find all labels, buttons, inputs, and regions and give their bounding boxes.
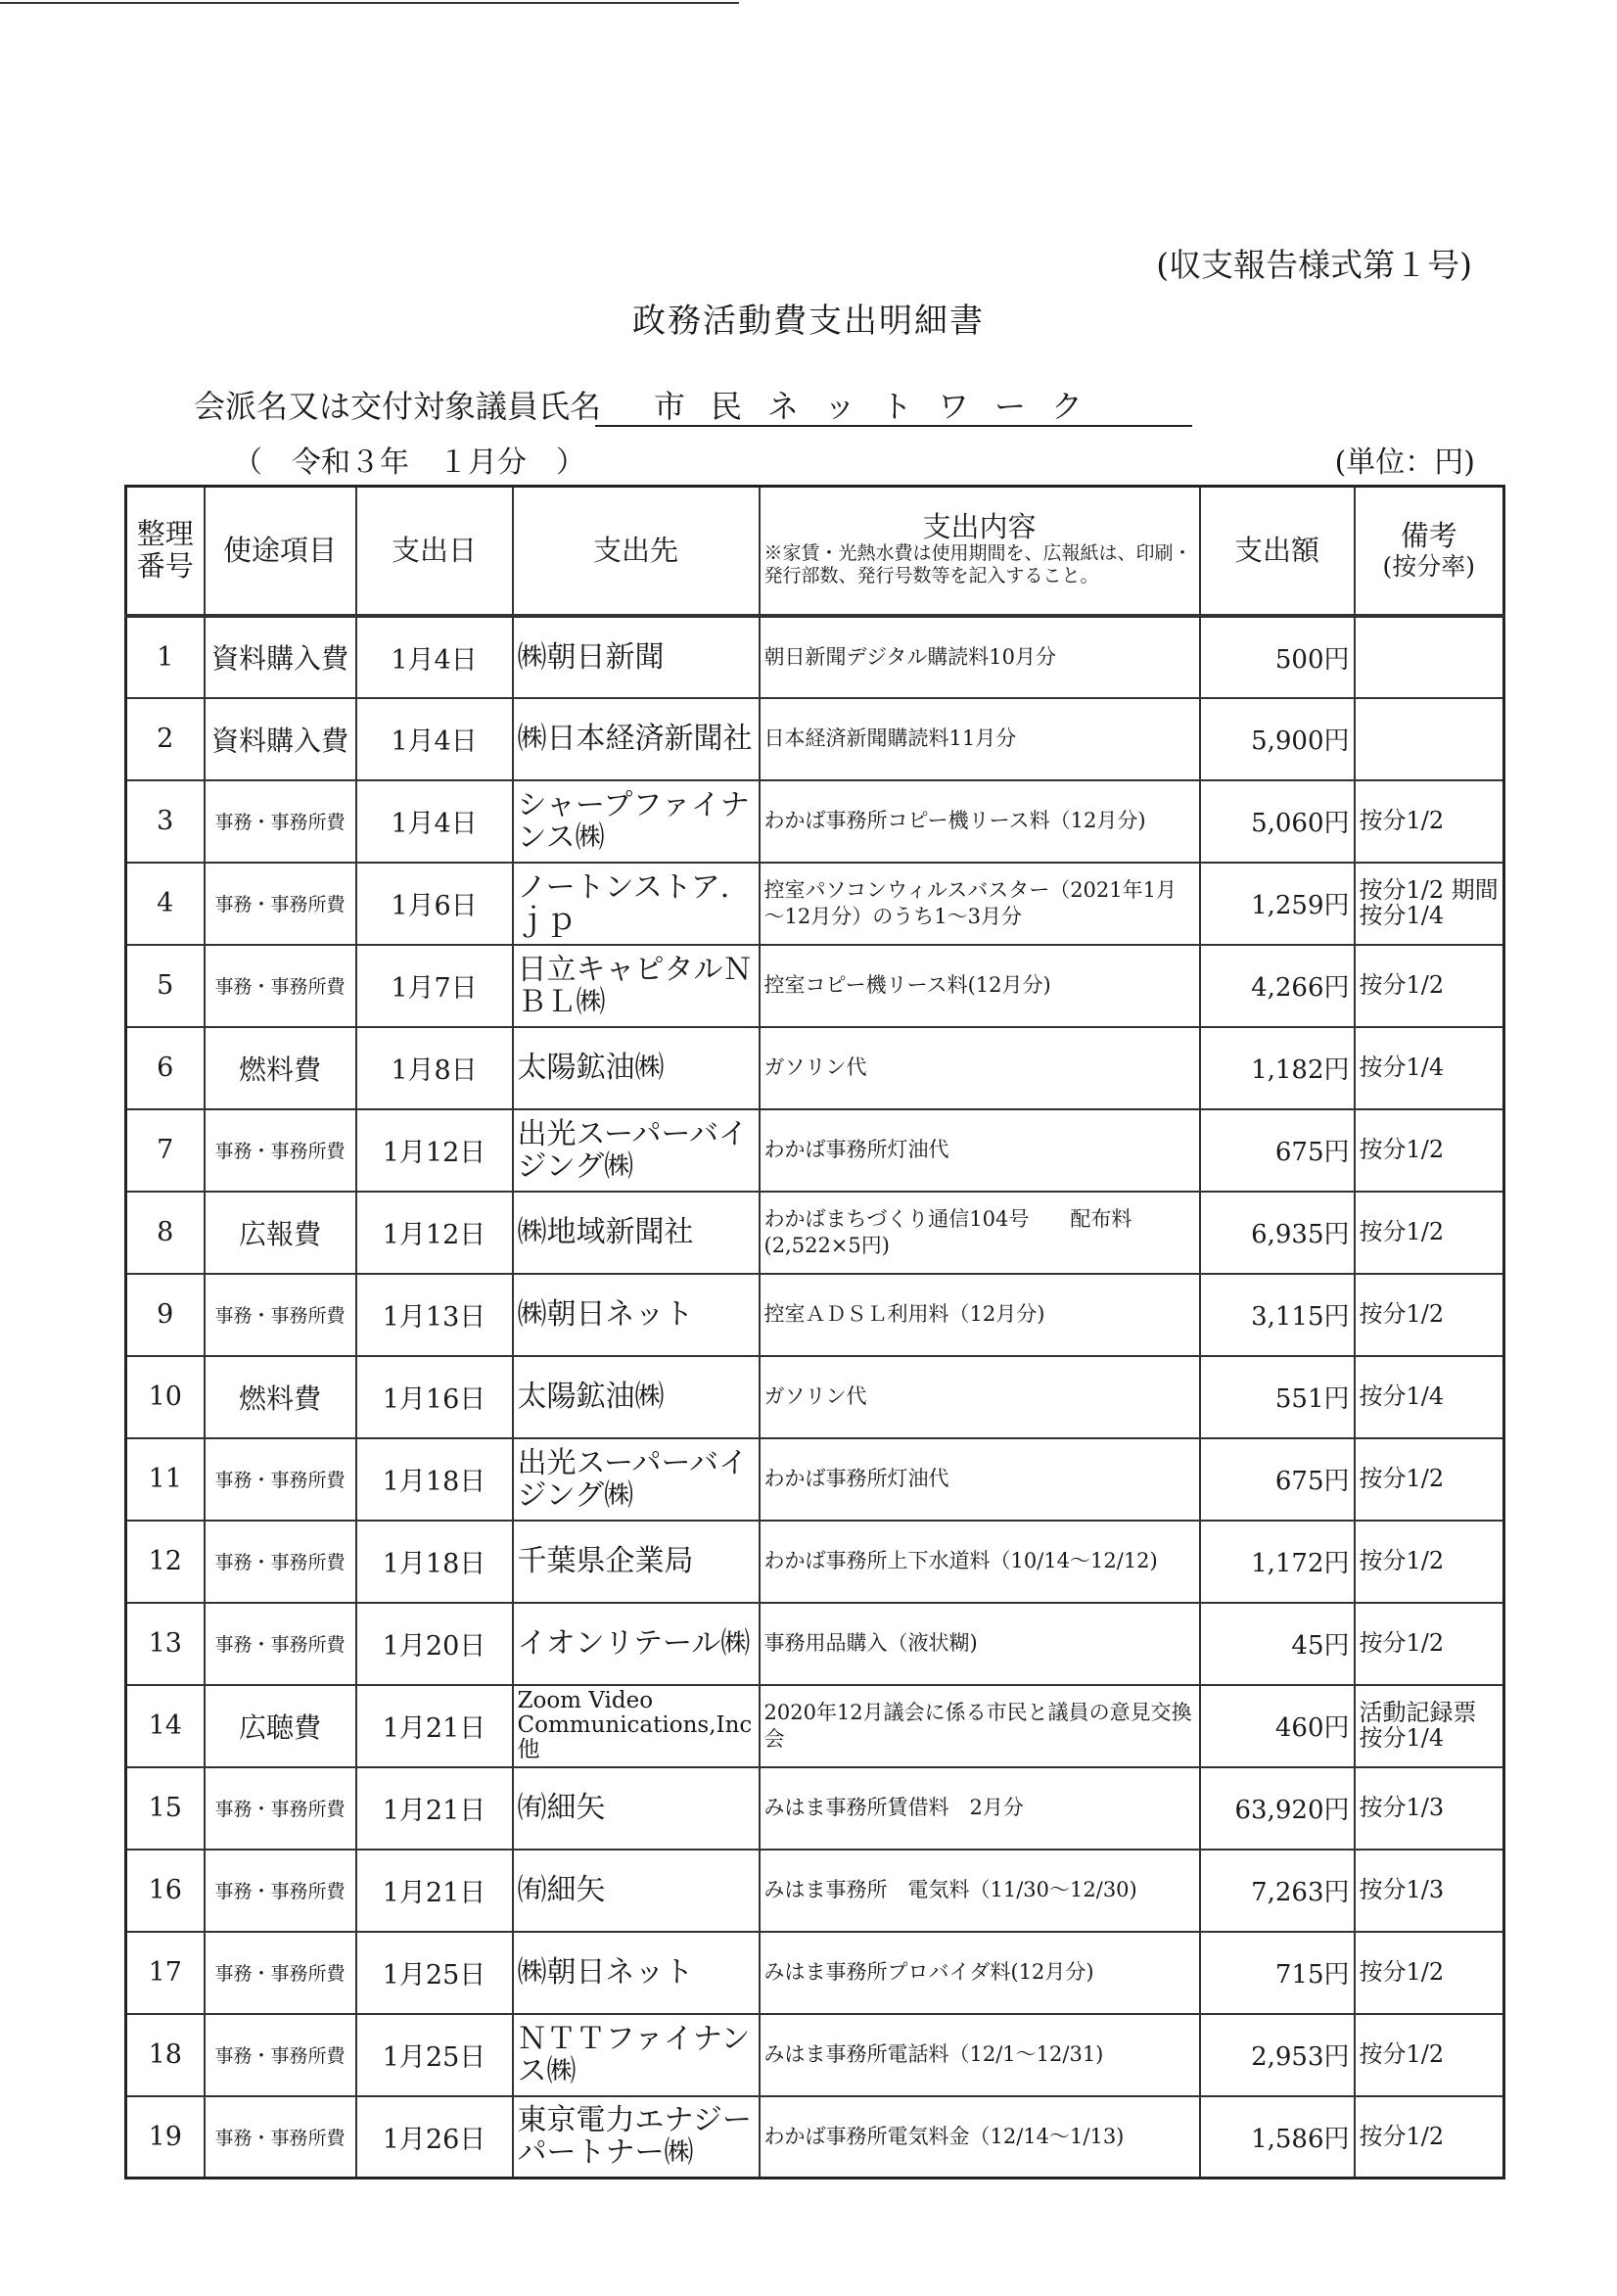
cell-amount: 63,920円 <box>1200 1767 1355 1850</box>
cell-no: 6 <box>126 1027 205 1109</box>
cell-remarks: 按分1/2 <box>1355 1932 1504 2014</box>
table-row <box>126 698 1504 780</box>
cell-amount: 45円 <box>1200 1603 1355 1685</box>
cell-no: 19 <box>126 2096 205 2179</box>
cell-payee: ノートンストア.ｊｐ <box>513 863 760 945</box>
cell-amount: 5,060円 <box>1200 780 1355 863</box>
cell-amount: 5,900円 <box>1200 698 1355 780</box>
cell-remarks: 按分1/2 <box>1355 945 1504 1027</box>
table-row <box>126 1027 1504 1109</box>
cell-description: ガソリン代 <box>760 1027 1200 1109</box>
cell-amount: 460円 <box>1200 1685 1355 1767</box>
cell-remarks: 按分1/2 <box>1355 1274 1504 1356</box>
cell-remarks: 按分1/4 <box>1355 1027 1504 1109</box>
cell-item: 事務・事務所費 <box>205 1438 356 1521</box>
content-note: ※家賃・光熱水費は使用期間を、広報紙は、印刷・発行部数、発行号数等を記入すること。 <box>763 541 1192 587</box>
table-header-row <box>126 487 1504 616</box>
cell-date: 1月4日 <box>356 698 513 780</box>
cell-item: 事務・事務所費 <box>205 1521 356 1603</box>
cell-description: 控室コピー機リース料(12月分) <box>760 945 1200 1027</box>
cell-date: 1月25日 <box>356 1932 513 2014</box>
cell-description: 控室パソコンウィルスバスター（2021年1月～12月分）のうち1～3月分 <box>760 863 1200 945</box>
col-header-date: 支出日 <box>356 487 513 616</box>
col-header-no: 整理番号 <box>126 487 205 616</box>
cell-description: みはま事務所電話料（12/1～12/31) <box>760 2014 1200 2096</box>
cell-remarks: 按分1/2 期間按分1/4 <box>1355 863 1504 945</box>
cell-amount: 675円 <box>1200 1438 1355 1521</box>
cell-date: 1月12日 <box>356 1192 513 1274</box>
page-title: 政務活動費支出明細書 <box>632 302 985 341</box>
cell-payee: ㈲細矢 <box>513 1767 760 1850</box>
cell-description: 事務用品購入（液状糊) <box>760 1603 1200 1685</box>
cell-no: 7 <box>126 1109 205 1192</box>
col-header-payee: 支出先 <box>513 487 760 616</box>
content-title: 支出内容 <box>922 510 1037 544</box>
cell-no: 18 <box>126 2014 205 2096</box>
cell-remarks: 按分1/3 <box>1355 1850 1504 1932</box>
cell-date: 1月6日 <box>356 863 513 945</box>
form-number: (収支報告様式第１号) <box>1156 246 1472 284</box>
cell-item: 広報費 <box>205 1192 356 1274</box>
table-row <box>126 1356 1504 1438</box>
cell-description: わかばまちづくり通信104号 配布料(2,522×5円) <box>760 1192 1200 1274</box>
cell-description: 2020年12月議会に係る市民と議員の意見交換会 <box>760 1685 1200 1767</box>
cell-date: 1月21日 <box>356 1685 513 1767</box>
col-header-amount: 支出額 <box>1200 487 1355 616</box>
cell-remarks: 按分1/2 <box>1355 1192 1504 1274</box>
col-header-remarks <box>1355 487 1504 616</box>
cell-description: みはま事務所賃借料 2月分 <box>760 1767 1200 1850</box>
cell-payee: ㈲細矢 <box>513 1850 760 1932</box>
cell-amount: 551円 <box>1200 1356 1355 1438</box>
cell-payee: Zoom Video Communications,Inc他 <box>513 1685 760 1767</box>
col-header-content <box>760 487 1200 616</box>
cell-item: 事務・事務所費 <box>205 945 356 1027</box>
cell-item: 事務・事務所費 <box>205 1932 356 2014</box>
cell-item: 広聴費 <box>205 1685 356 1767</box>
cell-amount: 675円 <box>1200 1109 1355 1192</box>
cell-no: 10 <box>126 1356 205 1438</box>
group-name-field: 市民ネットワーク <box>595 382 1192 427</box>
cell-remarks <box>1355 698 1504 780</box>
remarks-subtitle: (按分率) <box>1382 551 1475 581</box>
cell-amount: 2,953円 <box>1200 2014 1355 2096</box>
reporting-period: （ 令和３年 １月分 ） <box>233 445 585 480</box>
cell-no: 11 <box>126 1438 205 1521</box>
cell-remarks: 按分1/3 <box>1355 1767 1504 1850</box>
table-row <box>126 1850 1504 1932</box>
cell-remarks: 按分1/2 <box>1355 2014 1504 2096</box>
cell-item: 事務・事務所費 <box>205 1603 356 1685</box>
cell-payee: ㈱地域新聞社 <box>513 1192 760 1274</box>
cell-payee: 太陽鉱油㈱ <box>513 1356 760 1438</box>
cell-amount: 6,935円 <box>1200 1192 1355 1274</box>
cell-amount: 1,172円 <box>1200 1521 1355 1603</box>
cell-item: 資料購入費 <box>205 698 356 780</box>
cell-payee: 日立キャピタルＮＢＬ㈱ <box>513 945 760 1027</box>
cell-date: 1月25日 <box>356 2014 513 2096</box>
cell-payee: シャープファイナンス㈱ <box>513 780 760 863</box>
cell-description: 朝日新聞デジタル購読料10月分 <box>760 616 1200 698</box>
cell-description: みはま事務所プロバイダ料(12月分) <box>760 1932 1200 2014</box>
cell-description: わかば事務所上下水道料（10/14～12/12) <box>760 1521 1200 1603</box>
cell-amount: 4,266円 <box>1200 945 1355 1027</box>
cell-date: 1月13日 <box>356 1274 513 1356</box>
cell-description: わかば事務所電気料金（12/14～1/13) <box>760 2096 1200 2179</box>
cell-no: 17 <box>126 1932 205 2014</box>
cell-date: 1月26日 <box>356 2096 513 2179</box>
group-label: 会派名又は交付対象議員氏名 <box>194 388 602 425</box>
cell-date: 1月4日 <box>356 616 513 698</box>
table-row <box>126 1438 1504 1521</box>
table-row <box>126 1932 1504 2014</box>
cell-no: 9 <box>126 1274 205 1356</box>
cell-description: 日本経済新聞購読料11月分 <box>760 698 1200 780</box>
cell-item: 資料購入費 <box>205 616 356 698</box>
cell-item: 事務・事務所費 <box>205 1274 356 1356</box>
cell-no: 5 <box>126 945 205 1027</box>
scan-edge-line <box>0 2 739 4</box>
table-row <box>126 1603 1504 1685</box>
cell-payee: 千葉県企業局 <box>513 1521 760 1603</box>
cell-amount: 1,259円 <box>1200 863 1355 945</box>
cell-description: ガソリン代 <box>760 1356 1200 1438</box>
cell-item: 事務・事務所費 <box>205 1767 356 1850</box>
cell-remarks: 按分1/2 <box>1355 2096 1504 2179</box>
table-row <box>126 1109 1504 1192</box>
table-row <box>126 780 1504 863</box>
cell-remarks: 按分1/2 <box>1355 1603 1504 1685</box>
cell-item: 事務・事務所費 <box>205 863 356 945</box>
cell-item: 事務・事務所費 <box>205 780 356 863</box>
cell-no: 16 <box>126 1850 205 1932</box>
cell-payee: 出光スーパーバイジング㈱ <box>513 1438 760 1521</box>
table-row <box>126 2014 1504 2096</box>
cell-no: 2 <box>126 698 205 780</box>
table-row <box>126 1192 1504 1274</box>
cell-payee: ＮＴＴファイナンス㈱ <box>513 2014 760 2096</box>
cell-payee: イオンリテール㈱ <box>513 1603 760 1685</box>
cell-payee: ㈱日本経済新聞社 <box>513 698 760 780</box>
cell-payee: 東京電力エナジーパートナー㈱ <box>513 2096 760 2179</box>
cell-amount: 500円 <box>1200 616 1355 698</box>
cell-date: 1月12日 <box>356 1109 513 1192</box>
cell-no: 12 <box>126 1521 205 1603</box>
cell-item: 事務・事務所費 <box>205 1850 356 1932</box>
cell-no: 14 <box>126 1685 205 1767</box>
cell-payee: ㈱朝日ネット <box>513 1274 760 1356</box>
cell-date: 1月21日 <box>356 1850 513 1932</box>
cell-date: 1月8日 <box>356 1027 513 1109</box>
cell-item: 事務・事務所費 <box>205 2096 356 2179</box>
cell-amount: 1,586円 <box>1200 2096 1355 2179</box>
cell-date: 1月20日 <box>356 1603 513 1685</box>
cell-no: 3 <box>126 780 205 863</box>
remarks-title: 備考 <box>1400 519 1457 553</box>
cell-description: わかば事務所コピー機リース料（12月分) <box>760 780 1200 863</box>
cell-remarks: 按分1/2 <box>1355 1521 1504 1603</box>
cell-remarks: 按分1/2 <box>1355 1109 1504 1192</box>
cell-remarks <box>1355 616 1504 698</box>
table-row <box>126 1685 1504 1767</box>
table-row <box>126 616 1504 698</box>
cell-amount: 1,182円 <box>1200 1027 1355 1109</box>
cell-item: 事務・事務所費 <box>205 2014 356 2096</box>
cell-remarks: 按分1/2 <box>1355 780 1504 863</box>
cell-description: わかば事務所灯油代 <box>760 1109 1200 1192</box>
cell-description: 控室ＡＤＳＬ利用料（12月分) <box>760 1274 1200 1356</box>
cell-date: 1月4日 <box>356 780 513 863</box>
cell-amount: 3,115円 <box>1200 1274 1355 1356</box>
cell-remarks: 按分1/4 <box>1355 1356 1504 1438</box>
expenditure-table <box>124 485 1505 2179</box>
cell-date: 1月7日 <box>356 945 513 1027</box>
cell-description: わかば事務所灯油代 <box>760 1438 1200 1521</box>
cell-date: 1月21日 <box>356 1767 513 1850</box>
cell-remarks: 活動記録票 按分1/4 <box>1355 1685 1504 1767</box>
cell-date: 1月16日 <box>356 1356 513 1438</box>
table-row <box>126 1521 1504 1603</box>
cell-payee: ㈱朝日ネット <box>513 1932 760 2014</box>
cell-no: 8 <box>126 1192 205 1274</box>
table-row <box>126 1274 1504 1356</box>
unit-label: (単位：円) <box>1334 445 1475 480</box>
cell-no: 15 <box>126 1767 205 1850</box>
cell-item: 事務・事務所費 <box>205 1109 356 1192</box>
cell-no: 13 <box>126 1603 205 1685</box>
cell-no: 1 <box>126 616 205 698</box>
cell-no: 4 <box>126 863 205 945</box>
table-row <box>126 945 1504 1027</box>
cell-item: 燃料費 <box>205 1027 356 1109</box>
cell-amount: 7,263円 <box>1200 1850 1355 1932</box>
cell-date: 1月18日 <box>356 1438 513 1521</box>
table-row <box>126 863 1504 945</box>
cell-remarks: 按分1/2 <box>1355 1438 1504 1521</box>
cell-payee: ㈱朝日新聞 <box>513 616 760 698</box>
cell-amount: 715円 <box>1200 1932 1355 2014</box>
cell-description: みはま事務所 電気料（11/30～12/30) <box>760 1850 1200 1932</box>
cell-date: 1月18日 <box>356 1521 513 1603</box>
table-row <box>126 2096 1504 2179</box>
cell-payee: 太陽鉱油㈱ <box>513 1027 760 1109</box>
col-header-item: 使途項目 <box>205 487 356 616</box>
cell-item: 燃料費 <box>205 1356 356 1438</box>
table-row <box>126 1767 1504 1850</box>
cell-payee: 出光スーパーバイジング㈱ <box>513 1109 760 1192</box>
